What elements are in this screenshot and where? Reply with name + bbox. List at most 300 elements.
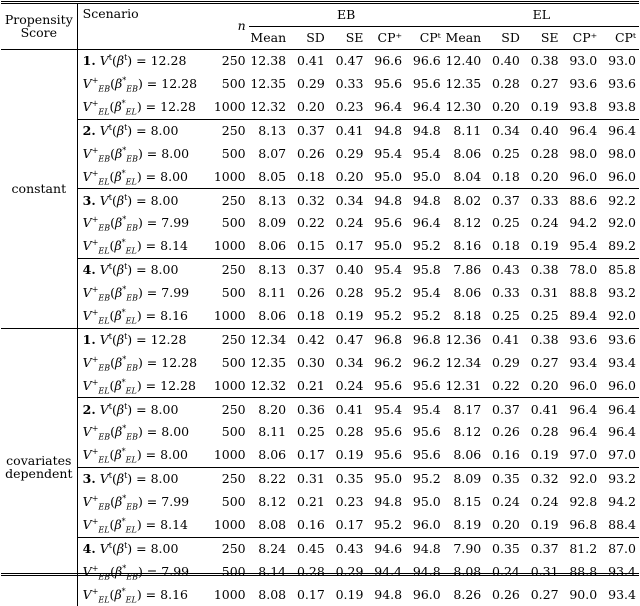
value-cell: 93.6 xyxy=(600,328,639,351)
value-cell: 96.6 xyxy=(405,50,444,73)
scenario-cell xyxy=(77,374,209,397)
table-row xyxy=(1,119,639,142)
value-cell: 0.47 xyxy=(328,50,367,73)
value-cell: 0.17 xyxy=(296,447,325,463)
value-cell: 92.0 xyxy=(562,468,601,491)
value-cell: 89.4 xyxy=(569,307,598,323)
table-row xyxy=(1,352,639,375)
value-cell: 0.16 xyxy=(492,447,520,463)
value-cell: 92.0 xyxy=(608,307,636,323)
scenario-number: 3. xyxy=(82,471,96,487)
table-row xyxy=(1,374,639,397)
value-cell: 0.40 xyxy=(523,119,562,142)
value-cell: 0.23 xyxy=(335,494,364,510)
scenario-cell xyxy=(77,514,209,537)
scenario-value: 8.14 xyxy=(160,517,188,532)
value-cell: 0.29 xyxy=(335,563,364,579)
value-cell: 12.35 xyxy=(250,354,287,370)
propensity-label-line: covariates xyxy=(6,453,72,469)
value-cell: 0.41 xyxy=(523,398,562,421)
value-cell: 8.06 xyxy=(258,238,287,254)
sample-size: 1000 xyxy=(213,377,246,393)
propensity-label xyxy=(1,328,77,606)
scenario-expression: $V^+_{EB}(\beta^*_{EB}) = 7.99$ xyxy=(82,215,190,233)
scenario-number: 1. xyxy=(82,53,96,69)
value-cell: 0.18 xyxy=(492,168,520,184)
value-cell: 95.8 xyxy=(405,259,444,282)
sample-size: 1000 xyxy=(213,517,246,532)
sample-size: 250 xyxy=(209,468,249,491)
column-header-8: CP⁺ xyxy=(572,29,598,45)
column-header-2: SE xyxy=(345,29,364,45)
value-cell: 0.27 xyxy=(530,354,559,370)
value-cell: 0.35 xyxy=(328,468,367,491)
value-cell: 90.0 xyxy=(569,586,598,602)
scenario-expression: $V^+_{EL}(\beta^*_{EL}) = 8.14$ xyxy=(82,238,188,256)
sample-size: 1000 xyxy=(213,168,246,184)
value-cell: 0.28 xyxy=(530,145,559,161)
value-cell: 8.02 xyxy=(444,189,484,212)
n-symbol: n xyxy=(237,18,246,34)
header-row-1 xyxy=(1,4,639,27)
value-cell: 0.28 xyxy=(492,76,520,92)
value-cell: 8.11 xyxy=(258,285,287,301)
scenario-expression: $V^+_{EL}(\beta^*_{EL}) = 8.00$ xyxy=(82,168,188,187)
value-cell: 95.6 xyxy=(374,447,403,463)
value-cell: 8.06 xyxy=(453,285,482,301)
value-cell: 8.08 xyxy=(258,586,287,602)
scenario-expression: $V^t(\beta^t) = 8.00$ xyxy=(99,540,179,556)
scenario-expression: $V^+_{EL}(\beta^*_{EL}) = 8.00$ xyxy=(82,447,188,465)
value-cell: 96.2 xyxy=(374,354,403,370)
scenario-expression: $V^+_{EL}(\beta^*_{EL}) = 12.28$ xyxy=(82,98,196,117)
scenario-value: 12.28 xyxy=(160,98,196,114)
scenario-value: 8.00 xyxy=(150,122,179,138)
value-cell: 94.4 xyxy=(374,563,403,579)
scenario-value: 7.99 xyxy=(161,494,190,510)
sample-size: 250 xyxy=(209,50,249,73)
value-cell: 0.35 xyxy=(484,468,523,491)
value-cell: 0.34 xyxy=(335,354,364,370)
scenario-cell xyxy=(77,189,209,212)
scenario-cell xyxy=(77,537,209,560)
table-row xyxy=(1,398,639,421)
value-cell: 0.20 xyxy=(492,98,520,114)
sample-size: 1000 xyxy=(213,586,246,602)
value-cell: 0.37 xyxy=(289,259,328,282)
value-cell: 0.22 xyxy=(296,215,325,231)
value-cell: 89.2 xyxy=(608,238,636,254)
value-cell: 0.15 xyxy=(296,238,325,254)
value-cell: 8.12 xyxy=(258,494,287,510)
value-cell: 96.6 xyxy=(366,50,405,73)
value-cell: 0.30 xyxy=(296,354,325,370)
value-cell: 0.26 xyxy=(492,424,520,440)
value-cell: 93.8 xyxy=(608,98,636,114)
value-cell: 95.0 xyxy=(374,238,403,254)
value-cell: 95.2 xyxy=(374,517,403,532)
table-row xyxy=(1,165,639,188)
value-cell: 98.0 xyxy=(608,145,636,161)
value-cell: 0.25 xyxy=(492,145,520,161)
value-cell: 95.4 xyxy=(412,145,441,161)
scenario-cell xyxy=(77,468,209,491)
scenario-expression: $V^+_{EB}(\beta^*_{EB}) = 7.99$ xyxy=(82,563,190,582)
value-cell: 95.0 xyxy=(412,494,441,510)
value-cell: 12.38 xyxy=(249,50,289,73)
column-header-9: CPᵗ xyxy=(614,29,636,45)
value-cell: 92.0 xyxy=(608,215,636,231)
value-cell: 95.4 xyxy=(405,398,444,421)
scenario-cell xyxy=(77,583,209,606)
scenario-number: 2. xyxy=(82,401,96,417)
scenario-expression: $V^+_{EL}(\beta^*_{EL}) = 8.14$ xyxy=(82,516,188,535)
sample-size: 250 xyxy=(209,398,249,421)
value-cell: 95.2 xyxy=(405,468,444,491)
value-cell: 96.4 xyxy=(569,424,598,440)
value-cell: 0.21 xyxy=(296,494,325,510)
value-cell: 94.8 xyxy=(366,119,405,142)
value-cell: 0.25 xyxy=(492,307,520,323)
propensity-label-line: dependent xyxy=(5,465,73,481)
value-cell: 0.20 xyxy=(296,98,325,114)
value-cell: 88.8 xyxy=(569,285,598,301)
scenario-value: 12.28 xyxy=(161,76,198,92)
value-cell: 0.20 xyxy=(492,517,520,532)
value-cell: 95.0 xyxy=(374,168,403,184)
value-cell: 0.34 xyxy=(328,189,367,212)
value-cell: 12.30 xyxy=(445,98,482,114)
value-cell: 0.37 xyxy=(289,119,328,142)
table-row xyxy=(1,491,639,514)
value-cell: 92.8 xyxy=(569,494,598,510)
value-cell: 8.07 xyxy=(258,145,287,161)
value-cell: 94.8 xyxy=(405,189,444,212)
value-cell: 94.8 xyxy=(366,189,405,212)
value-cell: 0.20 xyxy=(530,168,559,184)
value-cell: 95.2 xyxy=(412,238,441,254)
scenario-cell xyxy=(77,96,209,119)
bottom-rule-outer xyxy=(1,575,639,576)
sample-size: 500 xyxy=(221,563,246,579)
value-cell: 0.33 xyxy=(492,285,520,301)
value-cell: 95.6 xyxy=(412,377,441,393)
value-cell: 0.25 xyxy=(492,215,520,231)
value-cell: 0.25 xyxy=(296,424,325,440)
propensity-label-line: constant xyxy=(11,180,67,196)
value-cell: 0.41 xyxy=(289,50,328,73)
value-cell: 95.6 xyxy=(374,424,403,440)
value-cell: 96.0 xyxy=(412,517,441,532)
value-cell: 93.0 xyxy=(562,50,601,73)
value-cell: 96.4 xyxy=(562,119,601,142)
scenario-expression: $V^t(\beta^t) = 8.00$ xyxy=(99,471,179,487)
table-row xyxy=(1,514,639,537)
value-cell: 0.23 xyxy=(335,98,364,114)
scenario-expression: $V^t(\beta^t) = 8.00$ xyxy=(99,192,179,208)
value-cell: 0.28 xyxy=(335,424,364,440)
value-cell: 95.4 xyxy=(412,285,441,301)
scenario-header: Scenario xyxy=(82,6,139,21)
value-cell: 8.04 xyxy=(453,168,482,184)
value-cell: 0.17 xyxy=(335,517,364,532)
sample-size: 500 xyxy=(221,285,246,301)
table-row xyxy=(1,537,639,560)
scenario-value: 7.99 xyxy=(161,563,190,579)
value-cell: 95.6 xyxy=(374,215,403,231)
sample-size: 1000 xyxy=(213,447,246,463)
value-cell: 92.2 xyxy=(600,189,639,212)
table-row xyxy=(1,583,639,606)
value-cell: 96.4 xyxy=(600,119,639,142)
value-cell: 97.0 xyxy=(569,447,598,463)
value-cell: 96.4 xyxy=(608,424,636,440)
value-cell: 0.38 xyxy=(523,328,562,351)
value-cell: 8.20 xyxy=(249,398,289,421)
value-cell: 0.24 xyxy=(335,215,364,231)
value-cell: 0.47 xyxy=(328,328,367,351)
value-cell: 93.6 xyxy=(608,76,636,92)
sample-size: 500 xyxy=(221,424,246,440)
value-cell: 94.8 xyxy=(412,563,441,579)
value-cell: 8.09 xyxy=(258,215,287,231)
value-cell: 96.4 xyxy=(562,398,601,421)
value-cell: 94.8 xyxy=(374,586,403,602)
scenario-value: 8.00 xyxy=(150,401,179,417)
scenario-cell xyxy=(77,165,209,188)
value-cell: 12.35 xyxy=(445,76,482,92)
value-cell: 88.4 xyxy=(608,517,636,532)
value-cell: 0.31 xyxy=(530,285,559,301)
value-cell: 94.8 xyxy=(374,494,403,510)
value-cell: 0.37 xyxy=(484,189,523,212)
el-header: EL xyxy=(444,4,639,27)
scenario-expression: $V^+_{EB}(\beta^*_{EB}) = 8.00$ xyxy=(82,424,190,442)
value-cell: 85.8 xyxy=(600,259,639,282)
value-cell: 88.8 xyxy=(569,563,598,579)
value-cell: 0.24 xyxy=(530,494,559,510)
sample-size: 500 xyxy=(221,145,246,161)
scenario-expression: $V^+_{EL}(\beta^*_{EL}) = 8.16$ xyxy=(82,586,188,605)
value-cell: 0.40 xyxy=(328,259,367,282)
value-cell: 12.34 xyxy=(249,328,289,351)
propensity-score-header xyxy=(1,4,77,50)
value-cell: 95.4 xyxy=(366,398,405,421)
value-cell: 0.20 xyxy=(335,168,364,184)
value-cell: 95.2 xyxy=(374,285,403,301)
value-cell: 95.4 xyxy=(374,145,403,161)
value-cell: 96.4 xyxy=(412,215,441,231)
sample-size: 1000 xyxy=(213,238,246,254)
column-header-7: SE xyxy=(540,29,559,45)
scenario-cell xyxy=(77,119,209,142)
value-cell: 96.4 xyxy=(600,398,639,421)
value-cell: 0.42 xyxy=(289,328,328,351)
column-header-4: CPᵗ xyxy=(419,29,441,45)
value-cell: 94.6 xyxy=(366,537,405,560)
scenario-expression: $V^t(\beta^t) = 8.00$ xyxy=(99,401,179,417)
value-cell: 95.4 xyxy=(366,259,405,282)
value-cell: 0.29 xyxy=(492,354,520,370)
scenario-value: 7.99 xyxy=(161,285,190,301)
value-cell: 81.2 xyxy=(562,537,601,560)
value-cell: 0.24 xyxy=(492,494,520,510)
value-cell: 8.11 xyxy=(258,424,287,440)
value-cell: 0.27 xyxy=(530,76,559,92)
table-row xyxy=(1,235,639,258)
scenario-value: 8.00 xyxy=(160,447,188,463)
scenario-expression: $V^t(\beta^t) = 8.00$ xyxy=(99,262,179,278)
value-cell: 8.11 xyxy=(444,119,484,142)
value-cell: 0.24 xyxy=(492,563,520,579)
value-cell: 93.2 xyxy=(600,468,639,491)
value-cell: 0.18 xyxy=(492,238,520,254)
sample-size: 250 xyxy=(209,189,249,212)
value-cell: 12.40 xyxy=(444,50,484,73)
scenario-value: 8.00 xyxy=(150,540,179,556)
value-cell: 96.0 xyxy=(569,377,598,393)
value-cell: 0.33 xyxy=(523,189,562,212)
value-cell: 94.8 xyxy=(405,119,444,142)
scenario-cell xyxy=(77,421,209,444)
value-cell: 8.06 xyxy=(453,145,482,161)
value-cell: 0.28 xyxy=(335,285,364,301)
column-header-5: Mean xyxy=(445,29,482,45)
scenario-value: 8.14 xyxy=(160,238,188,254)
table-row xyxy=(1,421,639,444)
scenario-value: 8.00 xyxy=(160,168,188,184)
value-cell: 97.0 xyxy=(608,447,636,463)
value-cell: 95.6 xyxy=(374,377,403,393)
top-rule-outer xyxy=(1,1,639,2)
value-cell: 8.22 xyxy=(249,468,289,491)
scenario-value: 12.28 xyxy=(150,53,187,69)
scenario-value: 8.00 xyxy=(150,262,179,278)
column-header-0: Mean xyxy=(250,29,287,45)
scenario-value: 8.00 xyxy=(161,424,190,440)
value-cell: 0.35 xyxy=(484,537,523,560)
scenario-cell xyxy=(77,444,209,467)
scenario-cell xyxy=(77,143,209,166)
sample-size: 500 xyxy=(221,494,246,510)
value-cell: 96.0 xyxy=(608,377,636,393)
value-cell: 8.16 xyxy=(453,238,482,254)
value-cell: 8.19 xyxy=(453,517,482,532)
scenario-cell xyxy=(77,212,209,235)
value-cell: 95.2 xyxy=(412,307,441,323)
value-cell: 87.0 xyxy=(600,537,639,560)
value-cell: 0.26 xyxy=(296,285,325,301)
value-cell: 0.26 xyxy=(492,586,520,602)
sample-size: 500 xyxy=(221,354,246,370)
value-cell: 95.0 xyxy=(412,168,441,184)
value-cell: 94.2 xyxy=(569,215,598,231)
value-cell: 0.38 xyxy=(523,50,562,73)
value-cell: 96.8 xyxy=(405,328,444,351)
scenario-value: 7.99 xyxy=(161,215,190,231)
table-row xyxy=(1,143,639,166)
value-cell: 93.4 xyxy=(569,354,598,370)
table-row xyxy=(1,212,639,235)
value-cell: 0.22 xyxy=(492,377,520,393)
scenario-cell xyxy=(77,235,209,258)
value-cell: 0.43 xyxy=(484,259,523,282)
sample-size: 250 xyxy=(209,537,249,560)
value-cell: 0.29 xyxy=(335,145,364,161)
table-row xyxy=(1,282,639,305)
value-cell: 0.34 xyxy=(484,119,523,142)
value-cell: 96.2 xyxy=(412,354,441,370)
value-cell: 12.32 xyxy=(250,98,287,114)
value-cell: 12.31 xyxy=(445,377,482,393)
sample-size: 250 xyxy=(209,259,249,282)
scenario-value: 8.16 xyxy=(160,307,188,323)
value-cell: 0.19 xyxy=(335,307,364,323)
sample-size: 250 xyxy=(209,119,249,142)
value-cell: 8.13 xyxy=(249,119,289,142)
scenario-value: 12.28 xyxy=(161,354,198,370)
value-cell: 93.6 xyxy=(569,76,598,92)
value-cell: 8.06 xyxy=(453,447,482,463)
value-cell: 95.6 xyxy=(412,76,441,92)
scenario-number: 1. xyxy=(82,331,96,347)
sample-size: 1000 xyxy=(213,98,246,114)
propensity-header-line1: Propensity xyxy=(4,12,73,27)
table-row xyxy=(1,444,639,467)
value-cell: 96.4 xyxy=(374,98,403,114)
column-header-3: CP⁺ xyxy=(377,29,403,45)
value-cell: 0.38 xyxy=(523,259,562,282)
column-header-6: SD xyxy=(501,29,520,45)
value-cell: 0.19 xyxy=(530,517,559,532)
value-cell: 0.43 xyxy=(328,537,367,560)
value-cell: 8.18 xyxy=(453,307,482,323)
sample-size: 500 xyxy=(221,215,246,231)
scenario-value: 8.00 xyxy=(161,145,190,161)
value-cell: 88.6 xyxy=(562,189,601,212)
value-cell: 96.8 xyxy=(569,517,598,532)
value-cell: 0.40 xyxy=(484,50,523,73)
value-cell: 0.32 xyxy=(523,468,562,491)
value-cell: 8.08 xyxy=(258,517,287,532)
value-cell: 93.4 xyxy=(608,563,636,579)
results-table xyxy=(1,4,639,606)
value-cell: 0.24 xyxy=(335,377,364,393)
value-cell: 8.12 xyxy=(453,424,482,440)
scenario-expression: $V^+_{EL}(\beta^*_{EL}) = 12.28$ xyxy=(82,377,196,396)
propensity-header-line2: Score xyxy=(20,24,58,40)
scenario-expression: $V^+_{EB}(\beta^*_{EB}) = 7.99$ xyxy=(82,284,190,303)
value-cell: 8.06 xyxy=(258,447,287,463)
sample-size: 250 xyxy=(209,328,249,351)
value-cell: 78.0 xyxy=(562,259,601,282)
table-row xyxy=(1,259,639,282)
scenario-cell xyxy=(77,328,209,351)
value-cell: 0.17 xyxy=(335,238,364,254)
sample-size: 1000 xyxy=(213,307,246,323)
scenario-cell xyxy=(77,352,209,375)
value-cell: 0.29 xyxy=(296,76,325,92)
value-cell: 8.26 xyxy=(453,586,482,602)
scenario-cell xyxy=(77,73,209,96)
sample-size: 500 xyxy=(221,76,246,92)
value-cell: 8.17 xyxy=(444,398,484,421)
propensity-label xyxy=(1,50,77,329)
value-cell: 0.18 xyxy=(296,307,325,323)
value-cell: 8.09 xyxy=(444,468,484,491)
value-cell: 96.0 xyxy=(608,168,636,184)
scenario-number: 2. xyxy=(82,122,96,138)
